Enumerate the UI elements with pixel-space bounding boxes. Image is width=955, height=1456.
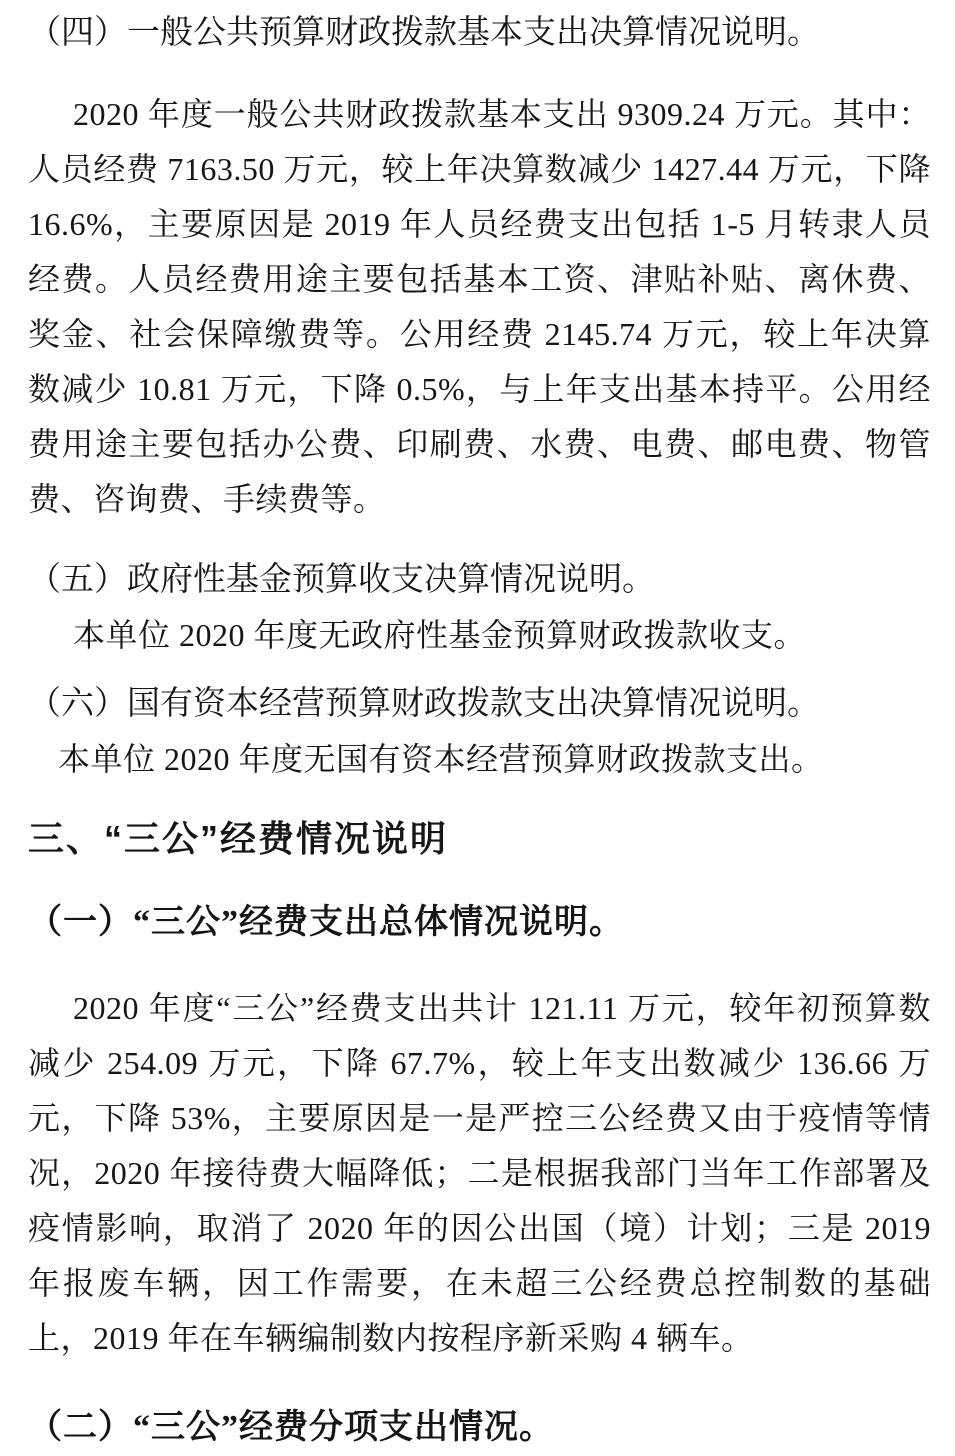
chapter-heading-three-public-expenses: 三、“三公”经费情况说明: [28, 818, 449, 859]
sub-heading-three-public-itemized: （二）“三公”经费分项支出情况。: [28, 1409, 554, 1446]
sub-heading-three-public-overall: （一）“三公”经费支出总体情况说明。: [28, 904, 624, 941]
section-heading-state-capital-budget: （六）国有资本经营预算财政拨款支出决算情况说明。: [28, 686, 820, 722]
paragraph-state-capital-statement: 本单位 2020 年度无国有资本经营预算财政拨款支出。: [58, 741, 824, 777]
section-heading-general-budget-basic-expenditure: （四）一般公共预算财政拨款基本支出决算情况说明。: [28, 15, 820, 51]
paragraph-government-fund-statement: 本单位 2020 年度无政府性基金预算财政拨款收支。: [73, 617, 807, 653]
paragraph-basic-expenditure-detail: 2020 年度一般公共财政拨款基本支出 9309.24 万元。其中：人员经费 7163.50 万元，较上年决算数减少 1427.44 万元，下降 16.6%，主要原因是 2019 年人员经费支出包括 1-5 月转隶人员经费。人员经费用途主要包括基本工资、津贴补贴、离休费、奖金、社会保障缴费等。公用经费 2145.74 万元，较上年决算数减少 10.81 万元，下降 0.5%，与上年支出基本持平。公用经费用途主要包括办公费、印刷费、水费、电费、邮电费、物管费、咨询费、手续费等。: [28, 96, 931, 517]
section-heading-government-fund-budget: （五）政府性基金预算收支决算情况说明。: [28, 562, 655, 598]
paragraph-three-public-overall-detail: 2020 年度“三公”经费支出共计 121.11 万元，较年初预算数减少 254.09 万元，下降 67.7%，较上年支出数减少 136.66 万元，下降 53%，主要原因是一是严控三公经费又由于疫情等情况，2020 年接待费大幅降低；二是根据我部门当年工作部署及疫情影响，取消了 2020 年的因公出国（境）计划；三是 2019 年报废车辆，因工作需要，在未超三公经费总控制数的基础上，2019 年在车辆编制数内按程序新采购 4 辆车。: [28, 990, 931, 1356]
